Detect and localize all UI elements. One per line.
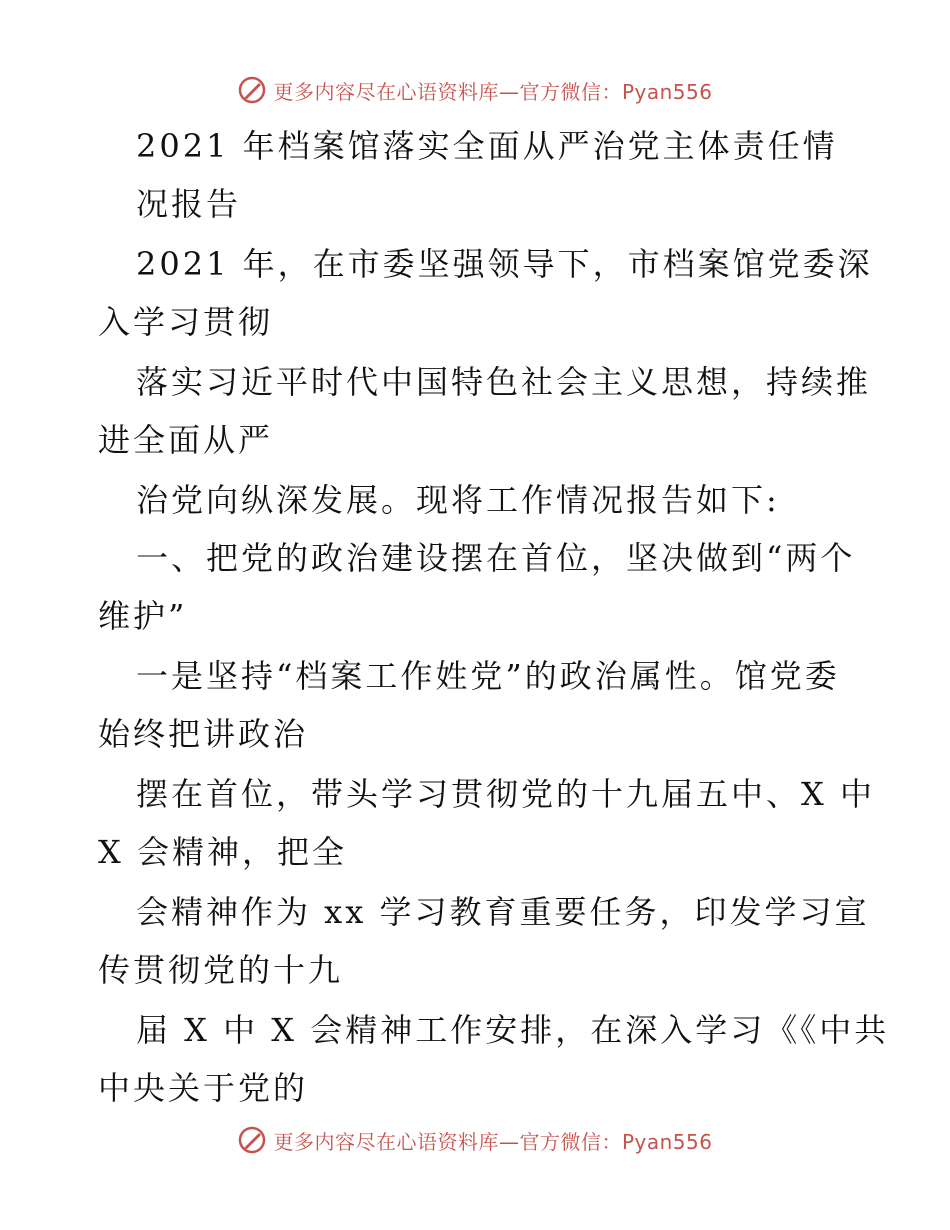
doc-paragraph-line: 一是坚持“档案工作姓党”的政治属性。馆党委	[136, 657, 840, 695]
doc-paragraph-line: 入学习贯彻	[98, 303, 274, 341]
header-promo-text: 更多内容尽在心语资料库—官方微信：Pyan556	[273, 79, 713, 104]
doc-paragraph-line: 届 X 中 X 会精神工作安排，在深入学习《《中共	[136, 1011, 890, 1049]
doc-paragraph-line: X 会精神，把全	[98, 833, 347, 871]
doc-paragraph-line: 进全面从严	[98, 421, 274, 459]
doc-paragraph-line: 2021 年，在市委坚强领导下，市档案馆党委深	[136, 245, 873, 283]
doc-section-heading: 一、把党的政治建设摆在首位，坚决做到“两个	[136, 539, 856, 577]
doc-title-line-2: 况报告	[136, 185, 242, 223]
doc-paragraph-line: 摆在首位，带头学习贯彻党的十九届五中、X 中	[136, 775, 875, 813]
doc-paragraph-line: 会精神作为 xx 学习教育重要任务，印发学习宣	[136, 893, 870, 931]
header-banner	[0, 70, 950, 110]
quill-pen-logo-icon	[237, 75, 267, 105]
doc-paragraph-line: 始终把讲政治	[98, 715, 309, 753]
doc-paragraph-line: 治党向纵深发展。现将工作情况报告如下:	[136, 481, 780, 519]
doc-section-heading: 维护”	[98, 597, 188, 635]
doc-paragraph-line: 中央关于党的	[98, 1069, 309, 1107]
footer-banner	[0, 1120, 950, 1160]
doc-title-line-1: 2021 年档案馆落实全面从严治党主体责任情	[136, 127, 838, 165]
footer-promo-text: 更多内容尽在心语资料库—官方微信：Pyan556	[273, 1129, 713, 1154]
doc-paragraph-line: 落实习近平时代中国特色社会主义思想，持续推	[136, 363, 872, 401]
quill-pen-logo-icon	[237, 1125, 267, 1155]
doc-paragraph-line: 传贯彻党的十九	[98, 951, 344, 989]
